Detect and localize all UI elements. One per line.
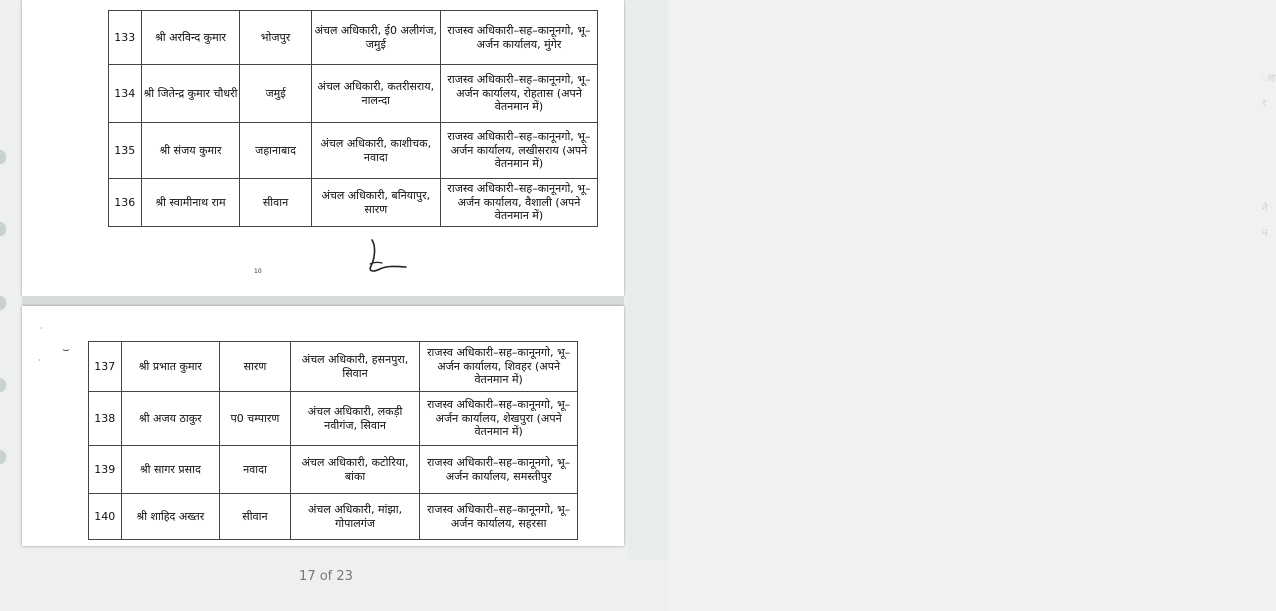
new-post-cell: राजस्व अधिकारी–सह–कानूनगो, भू–अर्जन कार्यालय, शेखपुरा (अपने वेतनमान में) bbox=[420, 392, 578, 446]
sidebar-edge-marker bbox=[0, 150, 6, 164]
scan-mark: · bbox=[40, 324, 43, 333]
transfer-table-page-1 bbox=[108, 10, 598, 227]
page-separator bbox=[22, 296, 624, 306]
officer-name-cell: श्री सागर प्रसाद bbox=[121, 446, 220, 494]
current-post-cell: अंचल अधिकारी, ई0 अलीगंज, जमुई bbox=[311, 11, 440, 65]
serial-number-cell: 137 bbox=[89, 342, 122, 392]
serial-number-cell: 136 bbox=[109, 179, 142, 227]
scan-mark: · bbox=[38, 356, 41, 365]
serial-number-cell: 134 bbox=[109, 65, 142, 123]
faded-background-text: ाह bbox=[1262, 73, 1276, 84]
district-cell: सारण bbox=[220, 342, 291, 392]
table-row bbox=[89, 446, 578, 494]
faded-background-text: न bbox=[1262, 228, 1268, 239]
new-post-cell: राजस्व अधिकारी–सह–कानूनगो, भू–अर्जन कार्यालय, समस्तीपुर bbox=[420, 446, 578, 494]
handwritten-signature bbox=[362, 236, 410, 276]
current-post-cell: अंचल अधिकारी, कटोरिया, बांका bbox=[290, 446, 419, 494]
sidebar-edge-marker bbox=[0, 222, 6, 236]
sidebar-edge-marker bbox=[0, 296, 6, 310]
faded-background-text: ने bbox=[1262, 203, 1268, 214]
sidebar-edge-marker bbox=[0, 450, 6, 464]
current-post-cell: अंचल अधिकारी, कतरीसराय, नालन्दा bbox=[311, 65, 440, 123]
district-cell: जहानाबाद bbox=[240, 123, 311, 179]
document-page-2 bbox=[22, 306, 624, 546]
table-row bbox=[89, 392, 578, 446]
new-post-cell: राजस्व अधिकारी–सह–कानूनगो, भू–अर्जन कार्यालय, शिवहर (अपने वेतनमान में) bbox=[420, 342, 578, 392]
district-cell: सीवान bbox=[240, 179, 311, 227]
district-cell: प0 चम्पारण bbox=[220, 392, 291, 446]
new-post-cell: राजस्व अधिकारी–सह–कानूनगो, भू–अर्जन कार्यालय, रोहतास (अपने वेतनमान में) bbox=[440, 65, 597, 123]
district-cell: सीवान bbox=[220, 494, 291, 540]
officer-name-cell: श्री संजय कुमार bbox=[141, 123, 240, 179]
background-panel bbox=[628, 0, 1276, 560]
page-counter: 17 of 23 bbox=[299, 569, 353, 584]
current-post-cell: अंचल अधिकारी, बनियापुर, सारण bbox=[311, 179, 440, 227]
new-post-cell: राजस्व अधिकारी–सह–कानूनगो, भू–अर्जन कार्यालय, वैशाली (अपने वेतनमान में) bbox=[440, 179, 597, 227]
officer-name-cell: श्री अजय ठाकुर bbox=[121, 392, 220, 446]
table-row bbox=[89, 342, 578, 392]
new-post-cell: राजस्व अधिकारी–सह–कानूनगो, भू–अर्जन कार्यालय, सहरसा bbox=[420, 494, 578, 540]
current-post-cell: अंचल अधिकारी, लकड़ी नवीगंज, सिवान bbox=[290, 392, 419, 446]
serial-number-cell: 140 bbox=[89, 494, 122, 540]
page-number-label: 10 bbox=[254, 268, 262, 275]
table-row bbox=[109, 11, 598, 65]
officer-name-cell: श्री शाहिद अख्तर bbox=[121, 494, 220, 540]
table-row bbox=[109, 179, 598, 227]
transfer-table-page-2 bbox=[88, 341, 578, 540]
serial-number-cell: 133 bbox=[109, 11, 142, 65]
faded-background-text: र bbox=[1262, 98, 1267, 109]
table-row bbox=[89, 494, 578, 540]
new-post-cell: राजस्व अधिकारी–सह–कानूनगो, भू–अर्जन कार्यालय, लखीसराय (अपने वेतनमान में) bbox=[440, 123, 597, 179]
scan-mark: ⌣ bbox=[62, 342, 70, 356]
current-post-cell: अंचल अधिकारी, मांझा, गोपालगंज bbox=[290, 494, 419, 540]
district-cell: जमुई bbox=[240, 65, 311, 123]
new-post-cell: राजस्व अधिकारी–सह–कानूनगो, भू–अर्जन कार्यालय, मुंगेर bbox=[440, 11, 597, 65]
officer-name-cell: श्री अरविन्द कुमार bbox=[141, 11, 240, 65]
officer-name-cell: श्री जितेन्द्र कुमार चौधरी bbox=[141, 65, 240, 123]
serial-number-cell: 139 bbox=[89, 446, 122, 494]
current-post-cell: अंचल अधिकारी, हसनपुरा, सिवान bbox=[290, 342, 419, 392]
table-row bbox=[109, 123, 598, 179]
document-page-1 bbox=[22, 0, 624, 296]
sidebar-edge-marker bbox=[0, 378, 6, 392]
district-cell: भोजपुर bbox=[240, 11, 311, 65]
serial-number-cell: 135 bbox=[109, 123, 142, 179]
current-post-cell: अंचल अधिकारी, काशीचक, नवादा bbox=[311, 123, 440, 179]
table-row bbox=[109, 65, 598, 123]
district-cell: नवादा bbox=[220, 446, 291, 494]
officer-name-cell: श्री प्रभात कुमार bbox=[121, 342, 220, 392]
serial-number-cell: 138 bbox=[89, 392, 122, 446]
officer-name-cell: श्री स्वामीनाथ राम bbox=[141, 179, 240, 227]
